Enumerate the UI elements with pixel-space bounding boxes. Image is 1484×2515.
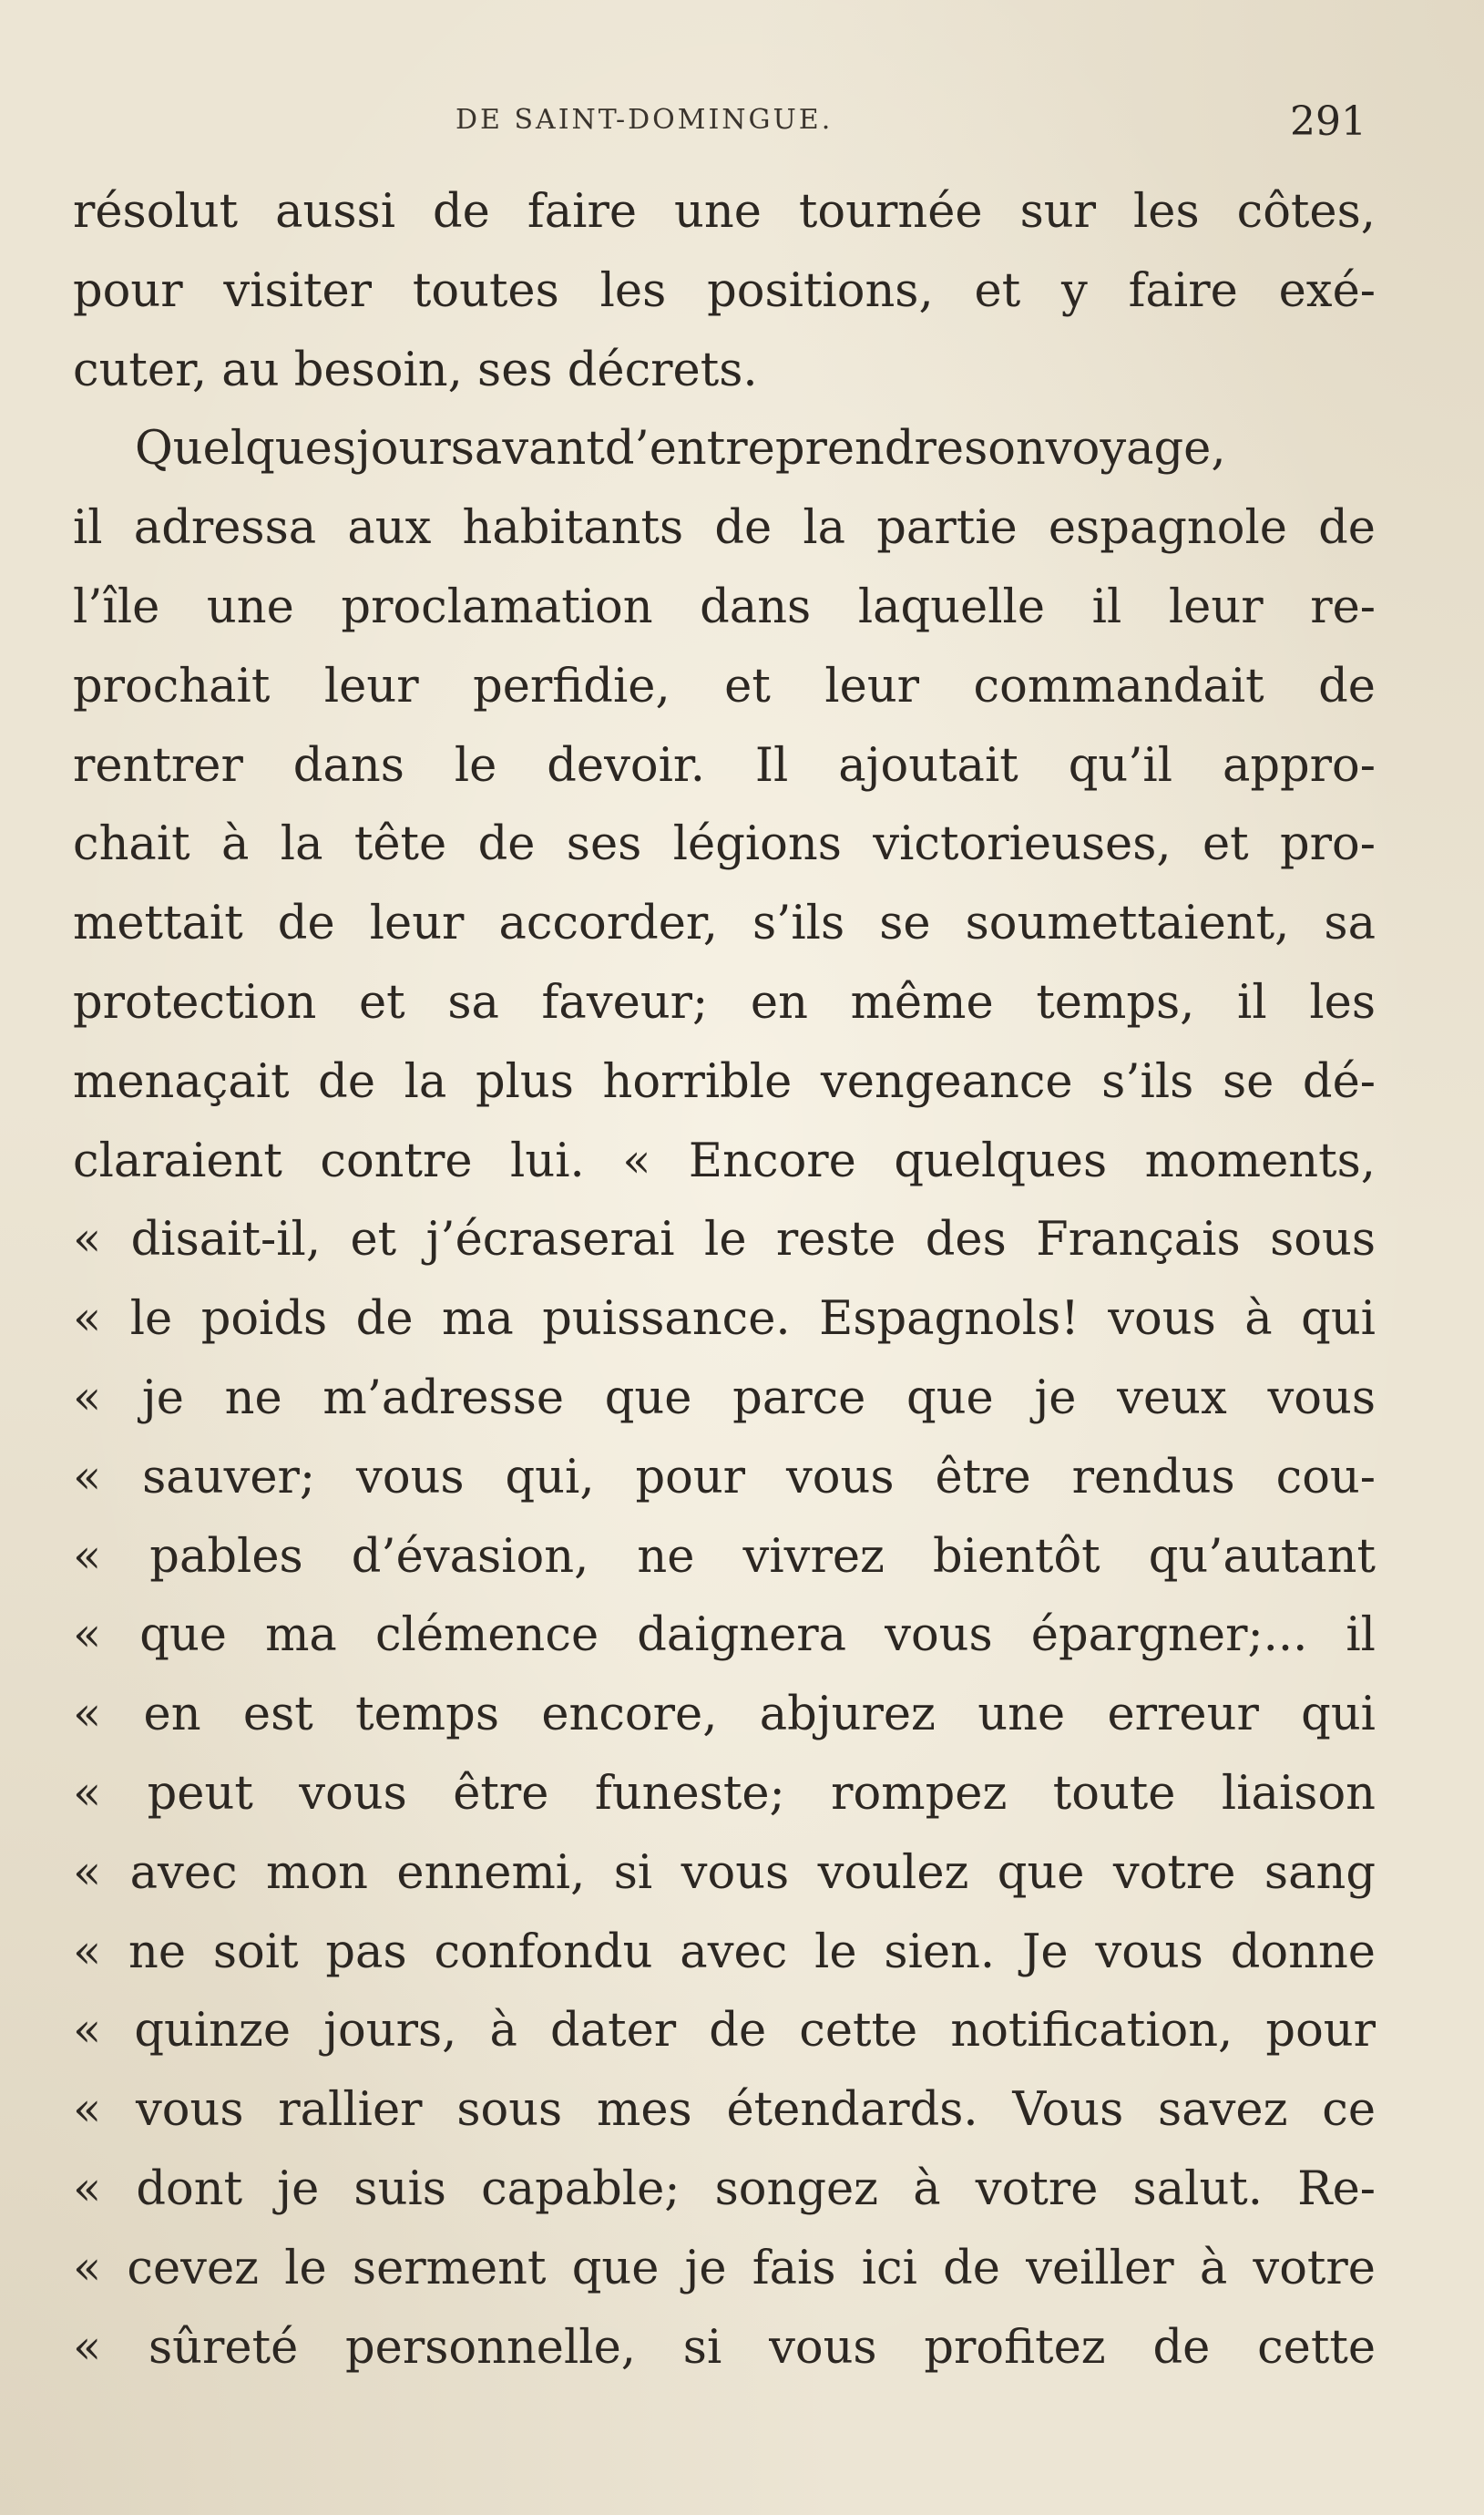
text-line: chait à la tête de ses légions victorieuses, et pro-	[73, 817, 1376, 872]
text-line: résolut aussi de faire une tournée sur les côtes,	[73, 185, 1376, 239]
text-line: menaçait de la plus horrible vengeance s’ils se dé-	[73, 1054, 1376, 1109]
paragraph-first-line: Quelquesjoursavantd’entreprendresonvoyage,	[135, 422, 1226, 477]
text-line: « dont je suis capable; songez à votre salut. Re-	[73, 2161, 1376, 2216]
body-text	[73, 173, 1376, 2387]
text-line: « vous rallier sous mes étendards. Vous savez ce	[73, 2083, 1376, 2138]
text-line: pour visiter toutes les positions, et y faire exé-	[73, 263, 1376, 318]
text-line: « disait-il, et j’écraserai le reste des Français sous	[73, 1213, 1376, 1268]
text-line: « le poids de ma puissance. Espagnols! vous à qui	[73, 1292, 1376, 1347]
text-line: « cevez le serment que je fais ici de veiller à votre	[73, 2241, 1376, 2295]
text-line: prochait leur perfidie, et leur commandait de	[73, 659, 1376, 713]
text-line: « avec mon ennemi, si vous voulez que votre sang	[73, 1845, 1376, 1900]
text-line: claraient contre lui. « Encore quelques moments,	[73, 1134, 1376, 1188]
page-number: 291	[1290, 98, 1366, 145]
text-line: il adressa aux habitants de la partie espagnole de	[73, 501, 1376, 556]
text-line: « peut vous être funeste; rompez toute liaison	[73, 1766, 1376, 1821]
text-line: « sauver; vous qui, pour vous être rendus cou-	[73, 1450, 1376, 1504]
text-line: « je ne m’adresse que parce que je veux vous	[73, 1370, 1376, 1425]
text-line: « quinze jours, à dater de cette notification, pour	[73, 2004, 1376, 2058]
text-line: « que ma clémence daignera vous épargner;... il	[73, 1608, 1376, 1663]
text-line: « ne soit pas confondu avec le sien. Je vous donne	[73, 1925, 1376, 1979]
text-line: « en est temps encore, abjurez une erreur qui	[73, 1688, 1376, 1742]
text-line: rentrer dans le devoir. Il ajoutait qu’il appro-	[73, 738, 1376, 793]
text-line: l’île une proclamation dans laquelle il leur re-	[73, 580, 1376, 634]
text-line: mettait de leur accorder, s’ils se soumettaient, sa	[73, 897, 1376, 951]
running-title: DE SAINT-DOMINGUE.	[455, 104, 834, 136]
text-line: « sûreté personnelle, si vous profitez de cette	[73, 2320, 1376, 2375]
page-header	[73, 98, 1376, 153]
text-line: « pables d’évasion, ne vivrez bientôt qu’autant	[73, 1529, 1376, 1584]
text-line: cuter, au besoin, ses décrets.	[73, 343, 758, 397]
text-line: protection et sa faveur; en même temps, il les	[73, 975, 1376, 1030]
